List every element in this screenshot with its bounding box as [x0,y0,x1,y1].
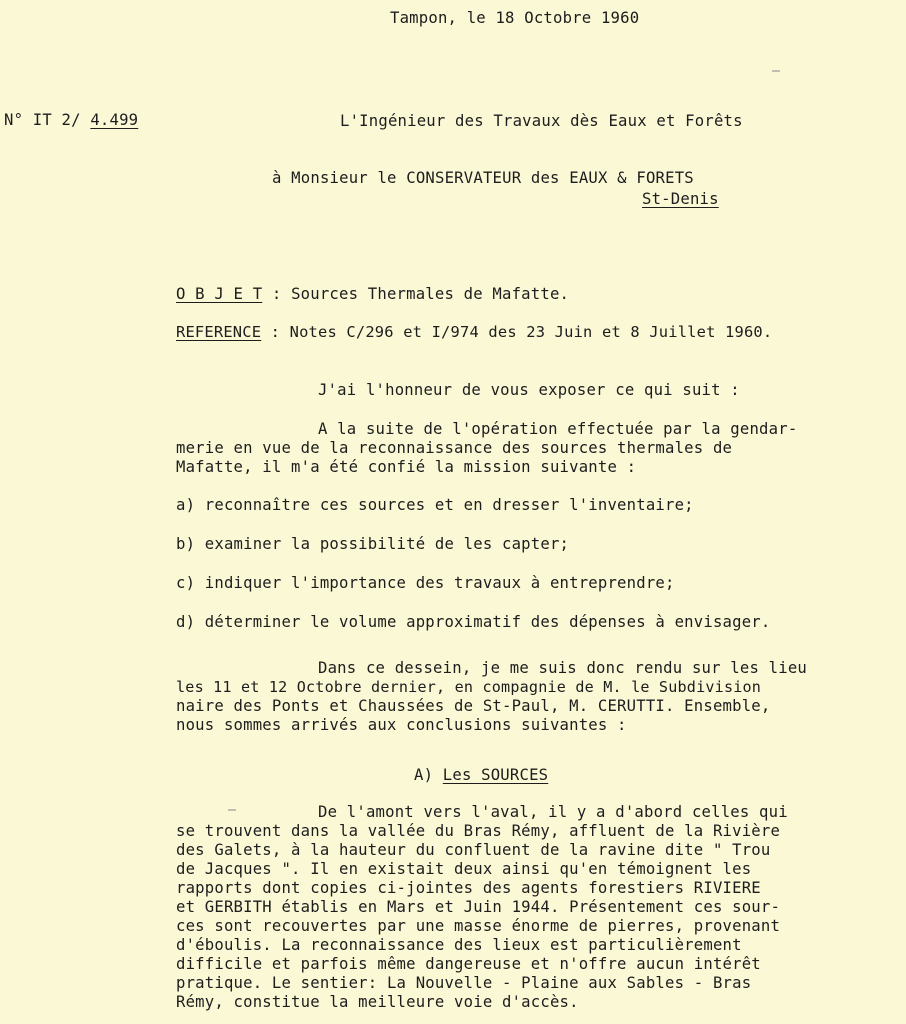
mission-item-d: d) déterminer le volume approximatif des dépenses à envisager. [176,613,771,631]
intro-sentence: J'ai l'honneur de vous exposer ce qui suit : [318,381,740,399]
section-title: Les SOURCES [442,766,549,784]
recipient-city: St-Denis [642,190,719,208]
reference-prefix: N° IT 2/ [4,111,81,129]
para2-line: nous sommes arrivés aux conclusions suivantes : [176,716,627,734]
para1-line: A la suite de l'opération effectuée par la gendar- [318,420,798,438]
reference-code: 4.499 [90,111,139,129]
para3-line: des Galets, à la hauteur du confluent de la ravine dite " Trou [176,841,771,859]
para3-line: d'éboulis. La reconnaissance des lieux est particulièrement [176,936,742,954]
reference-label: REFERENCE [176,323,262,341]
para3-line: et GERBITH établis en Mars et Juin 1944. Présentement ces sour- [176,898,781,916]
para3-line: difficile et parfois même dangereuse et n'offre aucun intérêt [176,955,761,973]
reference-number [4,110,138,130]
objet-text: : Sources Thermales de Mafatte. [271,285,570,303]
mission-item-c: c) indiquer l'importance des travaux à entreprendre; [176,574,675,592]
section-heading [414,765,548,785]
para2-line: Dans ce dessein, je me suis donc rendu sur les lieu [318,659,807,677]
scan-mark [772,70,780,72]
para3-line: de Jacques ". Il en existait deux ainsi qu'en témoignent les [176,860,752,878]
mission-item-b: b) examiner la possibilité de les capter; [176,535,570,553]
letter-date: Tampon, le 18 Octobre 1960 [390,9,640,27]
para2-line: naire des Ponts et Chaussées de St-Paul, M. CERUTTI. Ensemble, [176,697,771,715]
mission-item-a: a) reconnaître ces sources et en dresser l'inventaire; [176,496,694,514]
para3-line: rapports dont copies ci-jointes des agents forestiers RIVIERE [176,879,761,897]
para3-line: ces sont recouvertes par une masse énorme de pierres, provenant [176,917,781,935]
section-prefix: A) [414,766,434,784]
objet-line [176,284,569,304]
reference-line [176,322,772,342]
para3-line: De l'amont vers l'aval, il y a d'abord celles qui [318,803,788,821]
sender-title: L'Ingénieur des Travaux dès Eaux et Forêts [340,112,743,130]
objet-label: O B J E T [176,285,263,303]
scan-mark [228,809,236,811]
para3-line: Rémy, constitue la meilleure voie d'accès. [176,993,579,1011]
para3-line: se trouvent dans la vallée du Bras Rémy, affluent de la Rivière [176,822,781,840]
recipient-line: à Monsieur le CONSERVATEUR des EAUX & FORETS [272,169,694,187]
para1-line: merie en vue de la reconnaissance des sources thermales de [176,439,733,457]
para2-line: les 11 et 12 Octobre dernier, en compagnie de M. le Subdivision [176,678,762,696]
para3-line: pratique. Le sentier: La Nouvelle - Plaine aux Sables - Bras [176,974,752,992]
para1-line: Mafatte, il m'a été confié la mission suivante : [176,458,637,476]
reference-text: : Notes C/296 et I/974 des 23 Juin et 8 Juillet 1960. [270,323,773,341]
